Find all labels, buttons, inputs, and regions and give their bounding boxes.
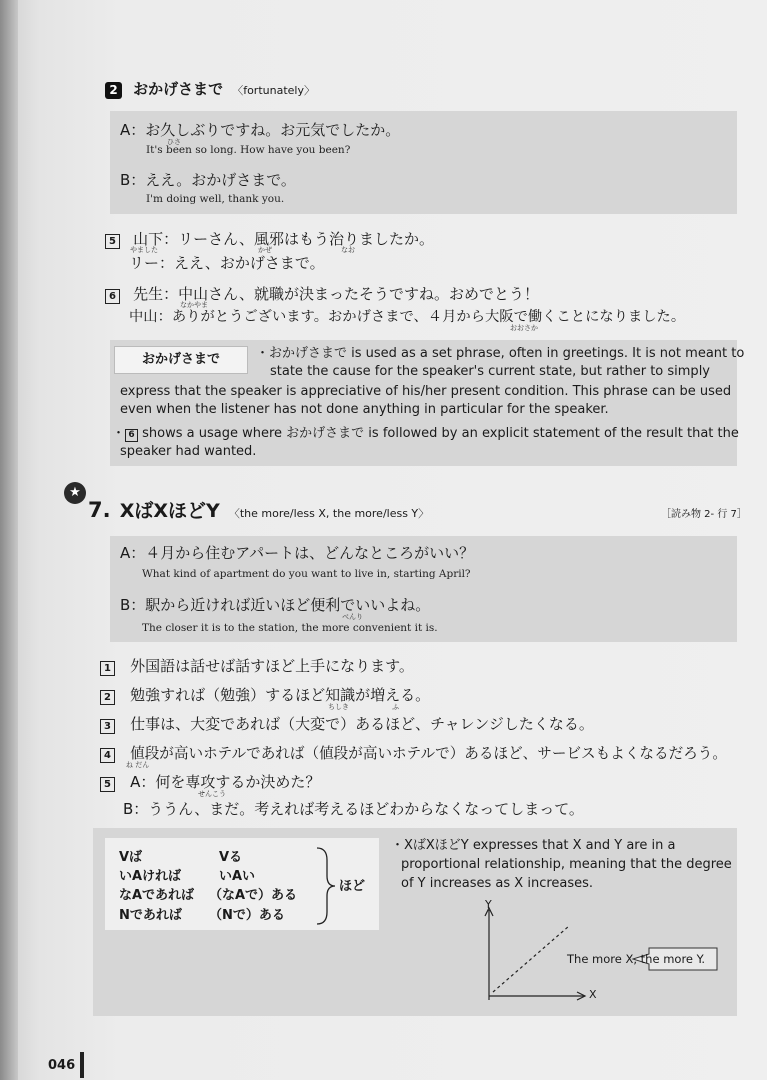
speaker-label: B： bbox=[120, 171, 146, 189]
dialog-en-translation: It's been so long. How have you been? bbox=[146, 144, 351, 156]
furigana: なお bbox=[341, 246, 355, 254]
example-dialog-box bbox=[110, 111, 737, 214]
table-cell: Vば bbox=[119, 850, 143, 865]
example-number: 2 bbox=[100, 690, 115, 705]
furigana: なかやま bbox=[180, 301, 208, 309]
callout-text: The more X, the more Y. bbox=[567, 952, 705, 966]
y-axis-label: Y bbox=[485, 898, 492, 911]
example-number: 4 bbox=[100, 748, 115, 763]
grammar-box bbox=[93, 828, 737, 1016]
furigana: せんこう bbox=[198, 790, 226, 798]
speaker-label: A： bbox=[120, 544, 146, 562]
section-title: XばXほどY bbox=[119, 500, 220, 522]
dialog-line-a bbox=[120, 119, 400, 140]
example-number: 5 bbox=[105, 234, 120, 249]
furigana: かぜ bbox=[258, 246, 272, 254]
example-2 bbox=[100, 684, 430, 705]
note-text: state the cause for the speaker's current state, but rather to simply bbox=[270, 364, 710, 379]
explanation-text: ・XばXほどY expresses that X and Y are in a bbox=[391, 838, 676, 853]
explanation-text: proportional relationship, meaning that the degree bbox=[401, 857, 732, 872]
section-subtitle: 〈the more/less X, the more/less Y〉 bbox=[228, 507, 430, 520]
note-label: おかげさまで bbox=[114, 346, 248, 374]
dialog-en-translation: What kind of apartment do you want to live in, starting April? bbox=[142, 568, 471, 580]
furigana: おおさか bbox=[510, 324, 538, 332]
dialog-en-translation: I'm doing well, thank you. bbox=[146, 193, 285, 205]
page-number: 046 bbox=[48, 1058, 76, 1073]
example-number: 1 bbox=[100, 661, 115, 676]
speaker-label: B： bbox=[120, 596, 146, 614]
table-cell: （Nで）ある bbox=[209, 908, 285, 923]
bullet: ・ bbox=[112, 426, 126, 441]
table-cell: Nであれば bbox=[119, 908, 182, 923]
example-jp-text: 仕事は、大変であれば（大変で）あるほど、チャレンジしたくなる。 bbox=[130, 715, 594, 733]
note-text-part: shows a usage where おかげさまで is followed by an explicit statement of the result that the bbox=[138, 426, 739, 441]
example-jp-text: 勉強すれば（勉強）するほど知識が増える。 bbox=[130, 686, 431, 704]
note-text: express that the speaker is appreciative of his/her present condition. This phrase can be used bbox=[120, 384, 732, 399]
section-number-badge: 2 bbox=[105, 82, 122, 99]
speaker-label: リー： bbox=[129, 254, 175, 272]
x-axis-label: X bbox=[589, 988, 597, 1001]
trend-line bbox=[493, 926, 569, 992]
example-1 bbox=[100, 655, 414, 676]
dialog-jp-text: 駅から近ければ近いほど便利でいいよね。 bbox=[145, 596, 431, 614]
example-3 bbox=[100, 713, 594, 734]
furigana: ひさ bbox=[167, 138, 181, 146]
example-jp-text: ええ、おかげさまで。 bbox=[174, 254, 325, 272]
note-text bbox=[112, 424, 739, 443]
example-number: 6 bbox=[105, 289, 120, 304]
section-7-header bbox=[88, 496, 429, 523]
speaker-label: 山下： bbox=[133, 230, 179, 248]
example-number: 3 bbox=[100, 719, 115, 734]
page-number-bar bbox=[80, 1052, 84, 1078]
furigana: ふ bbox=[392, 703, 399, 711]
table-cell: Vる bbox=[219, 850, 243, 865]
example-5-line-2 bbox=[129, 252, 325, 273]
example-jp-text: A：何を専攻するか決めた？ bbox=[130, 773, 321, 791]
example-jp-text: B：ううん、まだ。考えれば考えるほどわからなくなってしまって。 bbox=[123, 800, 584, 818]
section-number: 7. bbox=[88, 498, 111, 522]
speaker-label: 先生： bbox=[133, 285, 179, 303]
explanation-text: of Y increases as X increases. bbox=[401, 876, 594, 891]
speaker-label: A： bbox=[120, 121, 146, 139]
section-2-header bbox=[105, 78, 315, 99]
speaker-label: 中山： bbox=[129, 309, 172, 325]
brace-icon bbox=[315, 846, 337, 926]
table-cell: （なAで）ある bbox=[209, 888, 298, 903]
example-dialog-box bbox=[110, 536, 737, 642]
example-jp-text: 中山さん、就職が決まったそうですね。おめでとう！ bbox=[178, 285, 540, 303]
dialog-line-b bbox=[120, 594, 430, 615]
example-jp-text: 値段が高いホテルであれば（値段が高いホテルで）あるほど、サービスもよくなるだろう。 bbox=[130, 745, 727, 762]
page-binding bbox=[0, 0, 18, 1080]
furigana: べんり bbox=[342, 613, 363, 621]
section-subtitle: 〈fortunately〉 bbox=[232, 84, 315, 97]
example-number: 6 bbox=[125, 429, 138, 442]
reading-reference: ［読み物 2- 行 7］ bbox=[661, 509, 747, 520]
table-suffix: ほど bbox=[339, 879, 366, 894]
note-text: even when the listener has not done anything in particular for the speaker. bbox=[120, 402, 609, 417]
example-jp-text: 外国語は話せば話すほど上手になります。 bbox=[130, 657, 414, 675]
example-6-line-2 bbox=[129, 306, 685, 326]
dialog-line-b bbox=[120, 169, 296, 190]
note-text: ・おかげさまで is used as a set phrase, often in greetings. It is not meant to bbox=[256, 346, 745, 361]
table-cell: いAい bbox=[219, 869, 256, 884]
table-cell: いAければ bbox=[119, 869, 182, 884]
furigana: ちしき bbox=[328, 703, 349, 711]
furigana: やました bbox=[130, 246, 158, 254]
example-jp-text: ありがとうございます。おかげさまで、４月から大阪で働くことになりました。 bbox=[171, 309, 686, 325]
usage-note-box bbox=[110, 340, 745, 466]
conjugation-table bbox=[105, 838, 379, 930]
table-cell: なAであれば bbox=[119, 888, 195, 903]
section-title: おかげさまで bbox=[133, 80, 224, 98]
example-4 bbox=[100, 742, 727, 763]
example-6 bbox=[105, 283, 539, 304]
dialog-jp-text: ４月から住むアパートは、どんなところがいい？ bbox=[145, 544, 475, 562]
dialog-line-a bbox=[120, 542, 474, 563]
dialog-jp-text: ええ。おかげさまで。 bbox=[145, 171, 296, 189]
furigana: ね だん bbox=[126, 761, 150, 769]
note-text: speaker had wanted. bbox=[120, 444, 257, 459]
example-number: 5 bbox=[100, 777, 115, 792]
example-jp-text: リーさん、風邪はもう治りましたか。 bbox=[178, 230, 435, 248]
dialog-jp-text: お久しぶりですね。お元気でしたか。 bbox=[145, 121, 401, 139]
dialog-en-translation: The closer it is to the station, the more convenient it is. bbox=[142, 622, 438, 634]
star-icon: ★ bbox=[64, 482, 86, 504]
